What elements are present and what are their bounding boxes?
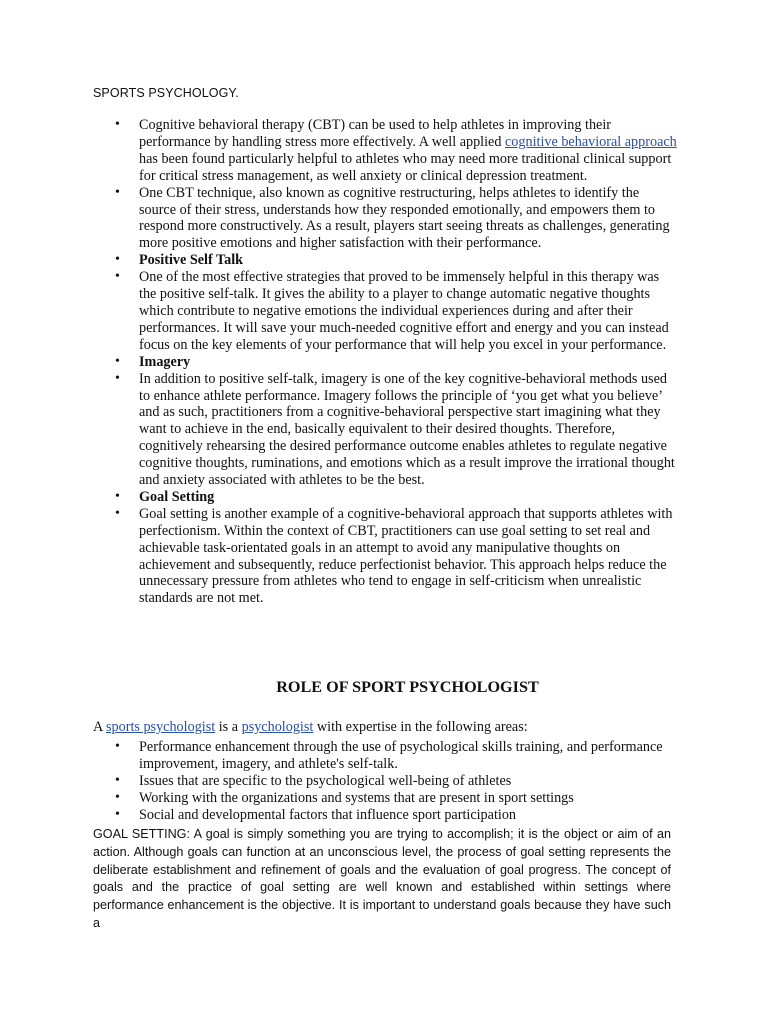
list-item	[93, 807, 678, 824]
list-item	[93, 185, 678, 253]
list-item	[93, 354, 678, 371]
bullet-icon: •	[115, 789, 120, 805]
area-text: Performance enhancement through the use of psychological skills training, and performance improvement, imagery, and athlete's self-talk.	[139, 739, 663, 772]
bullet-icon: •	[115, 488, 120, 504]
cbt-bullet-list	[93, 117, 678, 607]
area-text: Social and developmental factors that influence sport participation	[139, 806, 517, 823]
bullet-icon: •	[115, 739, 120, 754]
paragraph-text: In addition to positive self-talk, imagery is one of the key cognitive-behavioral methods used to enhance athlete performance. Imagery follows the principle of ‘you get what you believe’ and as such, practitioners from a cognitive-behavioral perspective start imagining what they want to achieve in the end, basically equivalent to their desired thoughts. Therefore, cognitively rehearsing the desired performance outcome enables athletes to regulate negative cognitive thoughts, ruminations, and emotions which as a result improve the irrational thought and anxiety associated with athletes to be the best.	[139, 370, 675, 489]
paragraph-text: One CBT technique, also known as cognitive restructuring, helps athletes to identify the source of their stress, understands how they responded emotionally, and empowers them to respond more constructively. As a result, players start seeing threats as challenges, generating more positive emotions and higher satisfaction with their performance.	[139, 184, 670, 252]
paragraph-text: has been found particularly helpful to athletes who may need more traditional clinical support for critical stress management, as well anxiety or clinical depression treatment.	[139, 150, 672, 184]
role-heading: ROLE OF SPORT PSYCHOLOGIST	[276, 678, 539, 696]
list-item	[93, 506, 678, 607]
bullet-icon: •	[115, 252, 120, 268]
list-item	[93, 739, 678, 773]
intro-text: with expertise in the following areas:	[313, 719, 528, 735]
areas-bullet-list	[93, 739, 678, 824]
cognitive-behavioral-approach-link[interactable]: cognitive behavioral approach	[505, 133, 677, 150]
bullet-icon: •	[115, 117, 120, 132]
list-item	[93, 117, 678, 185]
bullet-icon: •	[115, 269, 120, 285]
sports-psychologist-link[interactable]: sports psychologist	[106, 719, 216, 735]
list-item	[93, 252, 678, 269]
bullet-icon: •	[115, 505, 120, 521]
section-heading-imagery: Imagery	[139, 353, 191, 370]
list-item	[93, 773, 678, 790]
document-title: SPORTS PSYCHOLOGY.	[93, 86, 239, 100]
psychologist-link[interactable]: psychologist	[241, 719, 314, 735]
bullet-icon: •	[115, 353, 120, 369]
paragraph-text: Goal setting is another example of a cognitive-behavioral approach that supports athletes with perfectionism. Within the context of CBT, practitioners can use goal setting to set real and achievable task-orientated goals in an attempt to avoid any manipulative thoughts on achievement and subsequently, reduce perfectionist behavior. This approach helps reduce the unnecessary pressure from athletes who tend to engage in self-criticism when unrealistic standards are not met.	[139, 505, 673, 607]
list-item	[93, 790, 678, 807]
bullet-icon: •	[115, 370, 120, 386]
paragraph-text: One of the most effective strategies that proved to be immensely helpful in this therapy was the positive self-talk. It gives the ability to a player to change automatic negative thoughts which contribute to negative emotions the individual experiences during and after their performances. It will save your much-needed cognitive effort and energy and you can instead focus on the key elements of your performance that will help you excel in your performance.	[139, 269, 669, 353]
bullet-icon: •	[115, 772, 120, 788]
list-item	[93, 371, 678, 489]
bullet-icon: •	[115, 806, 120, 822]
paragraph-text: Cognitive behavioral therapy (CBT) can be used to help athletes in improving their performance by handling stress more effectively. A well applied	[139, 117, 612, 150]
section-heading-self-talk: Positive Self Talk	[139, 252, 244, 269]
section-heading-goal-setting: Goal Setting	[139, 488, 215, 505]
goal-setting-paragraph: GOAL SETTING: A goal is simply something you are trying to accomplish; it is the object or aim of an action. Although goals can function at an unconscious level, the process of goal setting represents the deliberate establishment and refinement of goals and the evaluation of goal progress. The concept of goals and the practice of goal setting are well known and established within settings where performance enhancement is the objective. It is important to understand goals because they have such a	[93, 827, 671, 930]
list-item	[93, 489, 678, 506]
area-text: Working with the organizations and systems that are present in sport settings	[139, 789, 574, 806]
intro-text: A	[93, 719, 107, 735]
intro-line	[93, 719, 528, 736]
area-text: Issues that are specific to the psychological well-being of athletes	[139, 772, 512, 789]
bullet-icon: •	[115, 184, 120, 200]
list-item	[93, 269, 678, 354]
intro-text: is a	[215, 719, 242, 735]
